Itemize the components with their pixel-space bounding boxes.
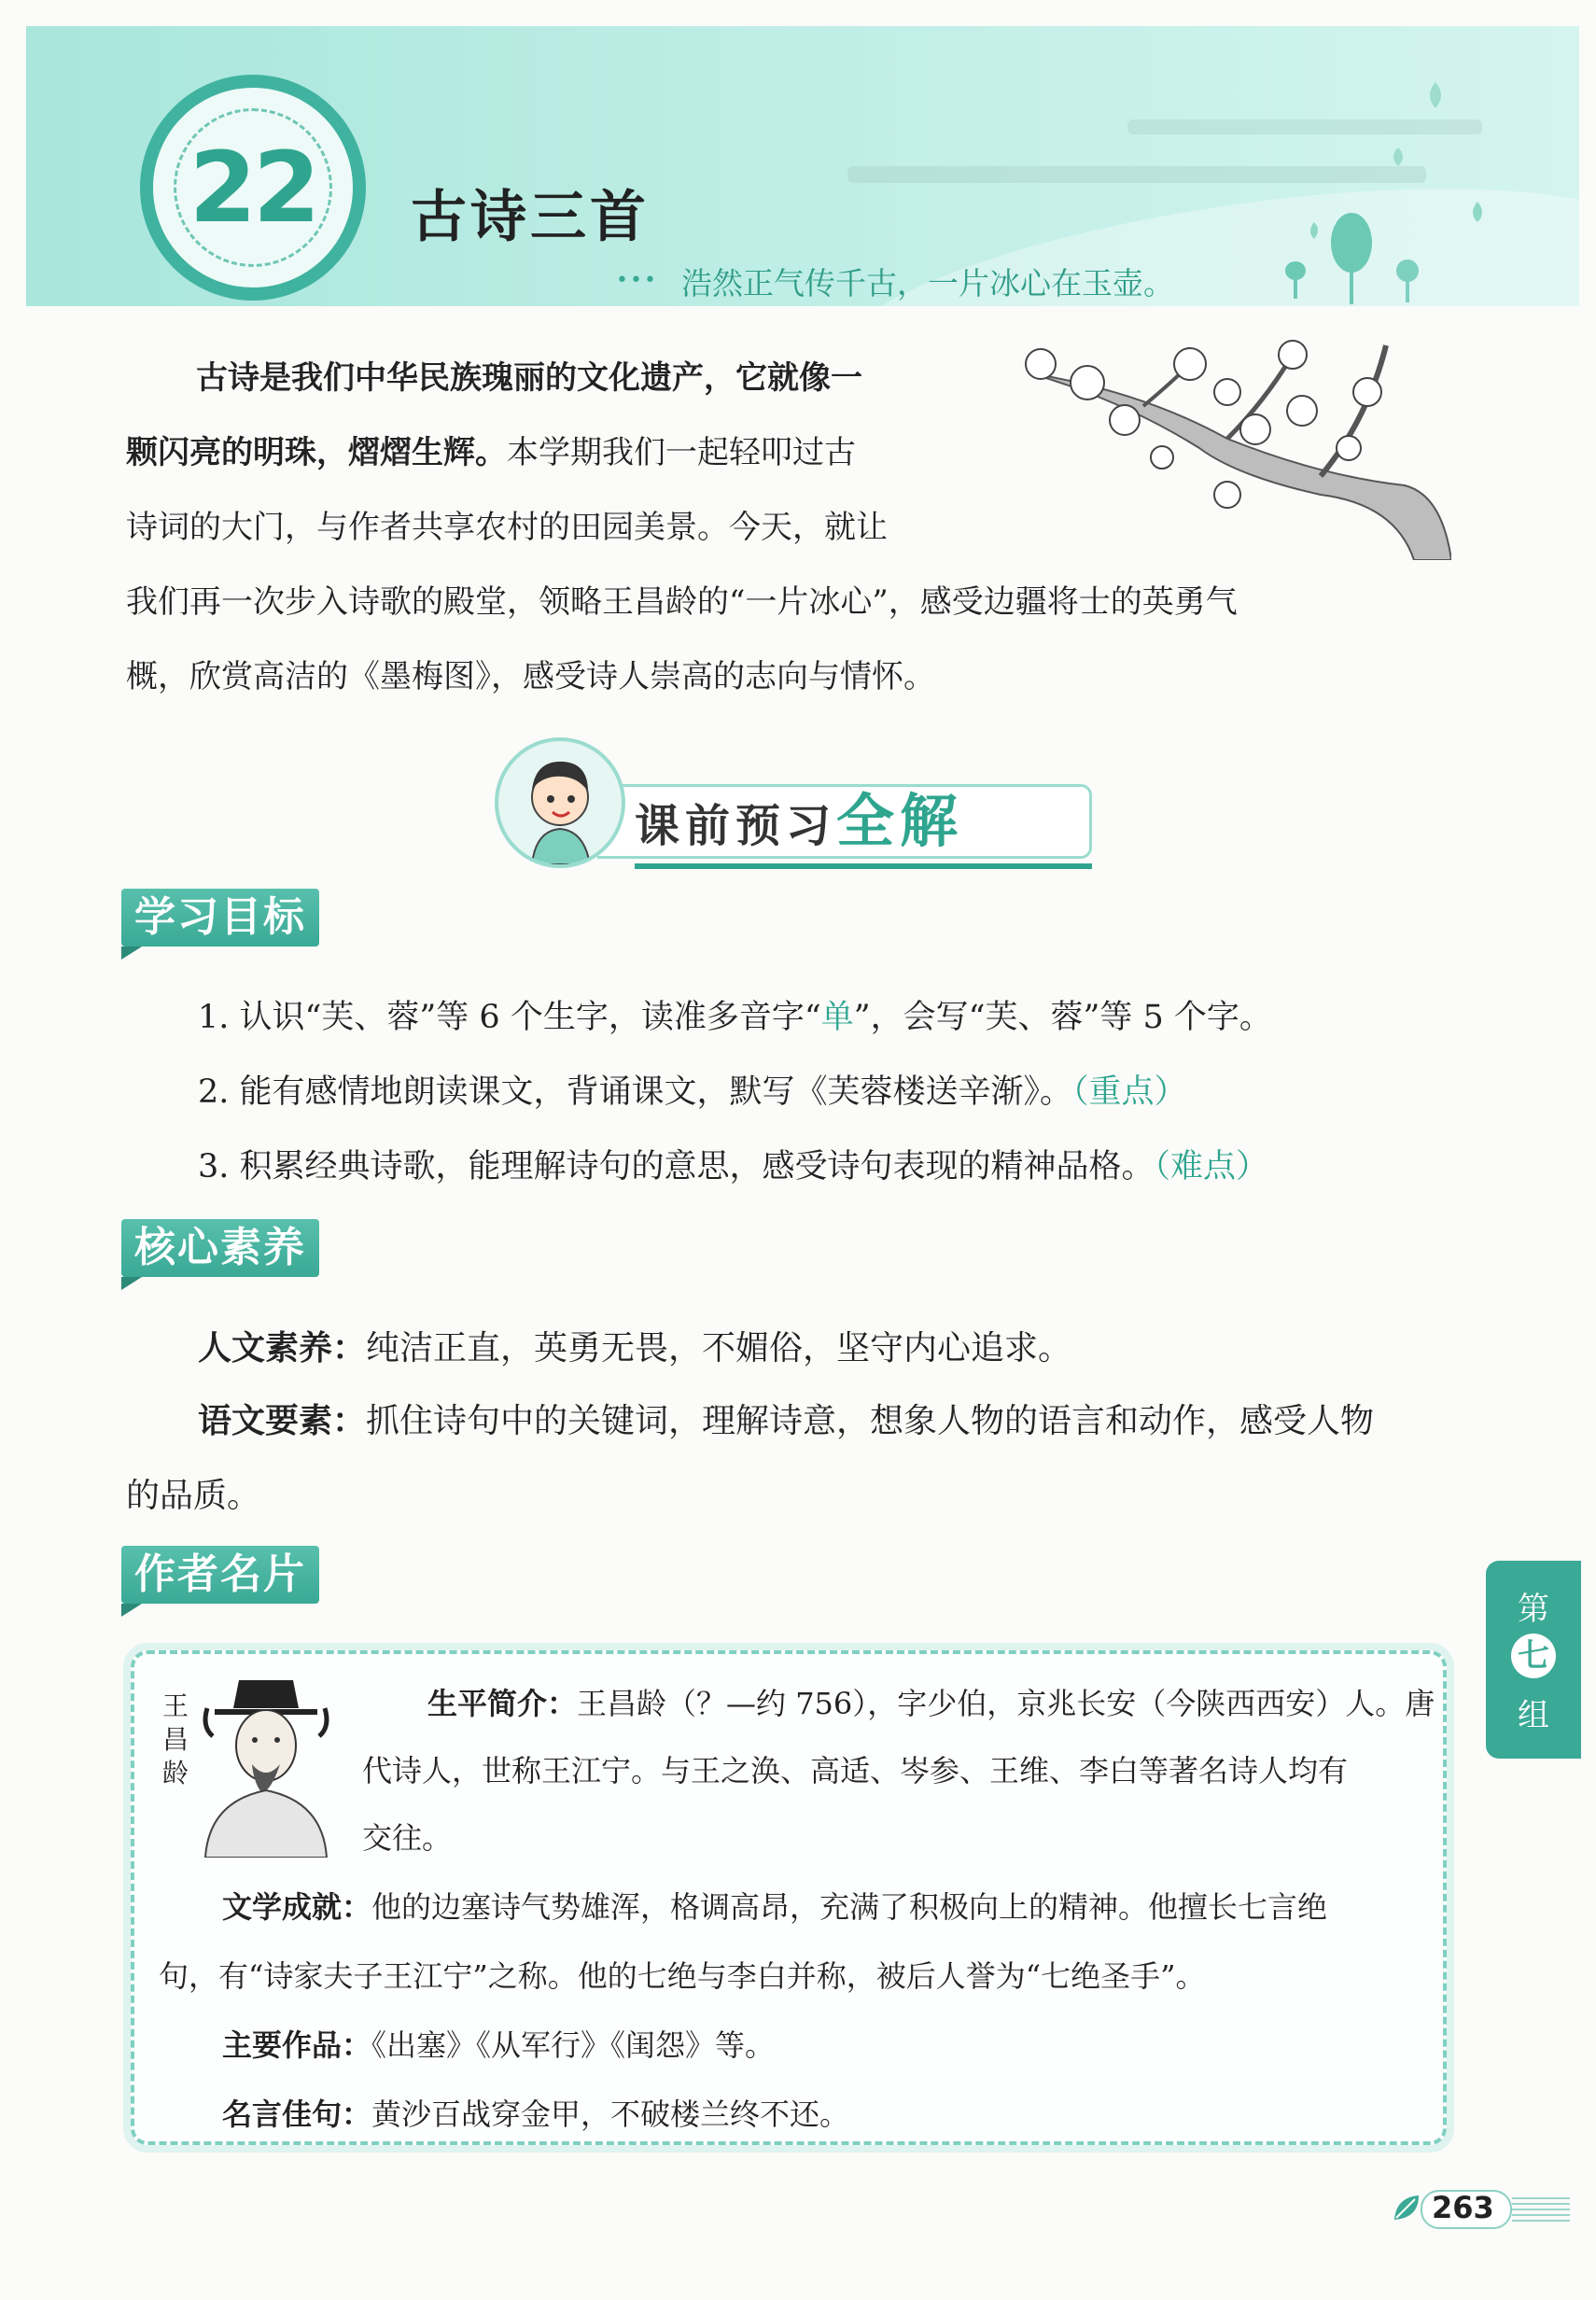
bio-label: 生平简介： xyxy=(427,1686,578,1721)
intro-text: 本学期我们一起轻叩过古 xyxy=(507,434,856,471)
achievement-line xyxy=(222,1884,1327,1927)
lesson-number-ring xyxy=(174,108,332,267)
lesson-number-badge xyxy=(140,75,366,301)
goal-text: 1. 认识“芙、蓉”等 6 个生字，读准多音字“ xyxy=(198,999,821,1036)
goal-item xyxy=(198,1066,1187,1113)
quote-line xyxy=(222,2091,849,2134)
preview-title xyxy=(635,775,963,858)
works-text: 《出塞》《从军行》《闺怨》等。 xyxy=(371,2027,776,2063)
intro-line xyxy=(126,415,856,490)
intro-line: 诗词的大门，与作者共享农村的田园美景。今天，就让 xyxy=(126,509,888,546)
unit-tab-number: 七 xyxy=(1511,1634,1556,1678)
achievement-text: 他的边塞诗气势雄浑，格调高昂，充满了积极向上的精神。他擅长七言绝 xyxy=(371,1889,1328,1925)
intro-line: 古诗是我们中华民族瑰丽的文化遗产，它就像一 xyxy=(196,359,862,397)
goal-text: 2. 能有感情地朗读课文，背诵课文，默写《芙蓉楼送辛渐》。 xyxy=(198,1073,1073,1111)
page-number: 263 xyxy=(1432,2190,1494,2225)
core-label: 人文素养： xyxy=(198,1329,367,1367)
unit-tab-text: 第 xyxy=(1518,1591,1549,1628)
goal-text: 3. 积累经典诗歌，能理解诗句的意思，感受诗句表现的精神品格。 xyxy=(198,1148,1155,1185)
author-name-char: 王 xyxy=(161,1690,189,1721)
achievement-line: 句，有“诗家夫子王江宁”之称。他的七绝与李白并称，被后人誉为“七绝圣手”。 xyxy=(159,1958,1206,1994)
goal-text: ”，会写“芙、蓉”等 5 个字。 xyxy=(853,999,1272,1036)
page-number-area xyxy=(1391,2186,1577,2233)
banner-underline xyxy=(635,863,1092,869)
intro-line: 我们再一次步入诗歌的殿堂，领略王昌龄的“一片冰心”，感受边疆将士的英勇气 xyxy=(126,583,1238,621)
lesson-title: 古诗三首 xyxy=(411,185,650,250)
goal-tag: （难点） xyxy=(1154,1148,1269,1185)
leaf-icon xyxy=(1391,2192,1424,2225)
trees-icon xyxy=(1277,194,1519,306)
works-line xyxy=(222,2022,775,2065)
bio-text: 王昌龄（？—约 756），字少伯，京兆长安（今陕西西安）人。唐 xyxy=(577,1686,1435,1721)
core-chinese-continued: 的品质。 xyxy=(126,1477,261,1515)
goal-item xyxy=(198,1141,1268,1187)
lesson-motto: 浩然正气传千古，一片冰心在玉壶。 xyxy=(681,265,1174,302)
section-label-author: 作者名片 xyxy=(121,1546,319,1604)
intro-line: 概，欣赏高洁的《墨梅图》，感受诗人崇高的志向与情怀。 xyxy=(126,658,935,695)
core-label: 语文要素： xyxy=(198,1402,367,1440)
author-portrait xyxy=(196,1671,336,1858)
goal-tag: （重点） xyxy=(1072,1073,1187,1111)
works-label: 主要作品： xyxy=(222,2027,372,2063)
achievement-label: 文学成就： xyxy=(222,1889,372,1925)
plum-blossom-illustration xyxy=(1013,336,1451,560)
boy-avatar-icon xyxy=(495,737,625,868)
core-chinese xyxy=(198,1395,1374,1442)
author-name-char: 昌 xyxy=(161,1724,189,1755)
preview-section-banner xyxy=(495,737,1092,887)
motto-dots: ••• xyxy=(616,269,658,292)
section-label-goals: 学习目标 xyxy=(121,889,319,947)
core-text: 抓住诗句中的关键词，理解诗意，想象人物的语言和动作，感受人物 xyxy=(366,1402,1375,1440)
bio-line: 交往。 xyxy=(362,1820,453,1856)
core-text: 纯洁正直，英勇无畏，不媚俗，坚守内心追求。 xyxy=(366,1329,1072,1367)
bio-line: 代诗人，世称王江宁。与王之涣、高适、岑参、王维、李白等著名诗人均有 xyxy=(362,1753,1349,1788)
author-name-char: 龄 xyxy=(161,1758,189,1788)
intro-bold-text: 颗闪亮的明珠，熠熠生辉。 xyxy=(126,434,507,471)
lesson-number: 22 xyxy=(189,131,317,245)
author-name-vertical xyxy=(159,1690,192,1790)
goal-item xyxy=(198,991,1272,1038)
unit-tab-text: 组 xyxy=(1518,1697,1549,1734)
footer-stripes xyxy=(1512,2197,1570,2222)
leaf-icon xyxy=(1379,63,1473,175)
quote-text: 黄沙百战穿金甲，不破楼兰终不还。 xyxy=(371,2097,850,2132)
header-background-text xyxy=(847,166,1426,183)
bio-line xyxy=(427,1680,1435,1723)
unit-side-tab xyxy=(1486,1561,1581,1759)
preview-title-accent: 全解 xyxy=(836,787,964,855)
core-humanity xyxy=(198,1322,1071,1369)
preview-title-main: 课前预习 xyxy=(635,800,837,852)
section-label-core: 核心素养 xyxy=(121,1219,319,1277)
goal-highlight: 单 xyxy=(820,999,854,1036)
quote-label: 名言佳句： xyxy=(222,2097,372,2132)
